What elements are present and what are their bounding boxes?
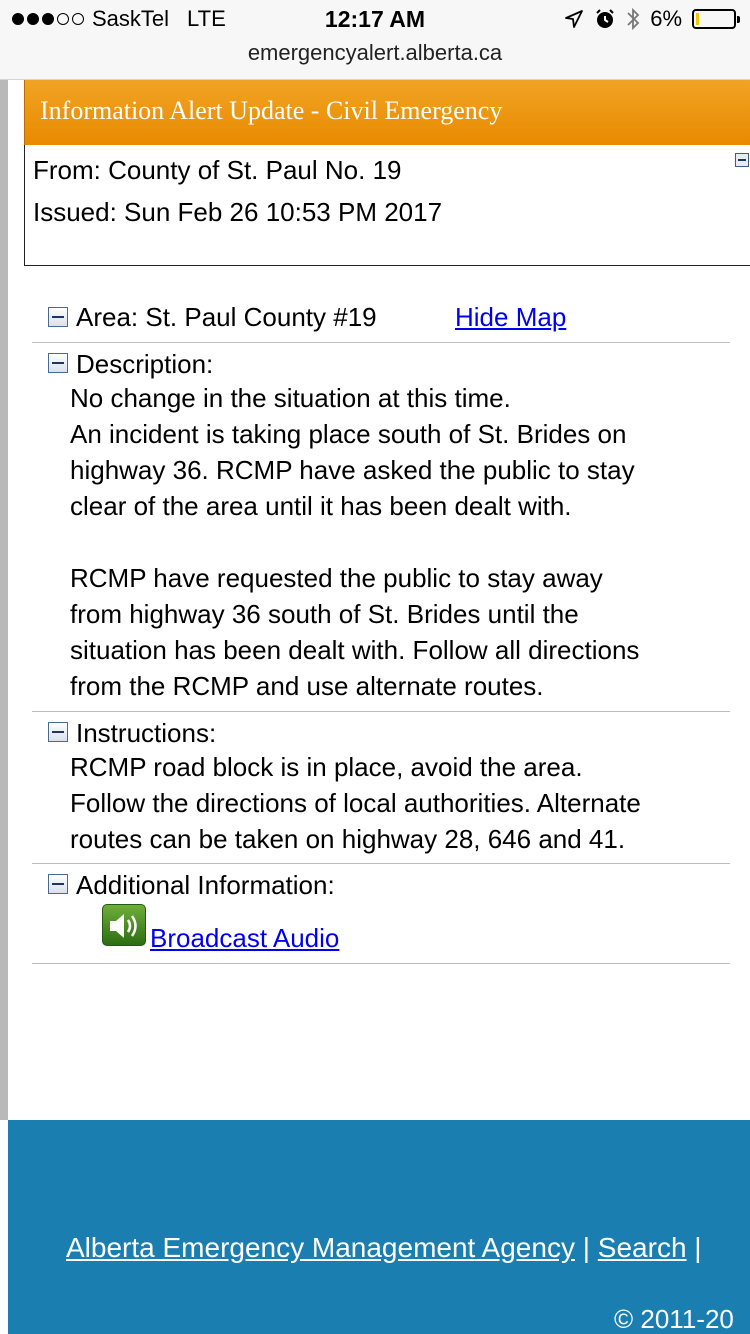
collapse-toggle-icon[interactable] (735, 153, 749, 167)
instructions-body (70, 749, 730, 857)
description-collapse-icon[interactable] (48, 353, 68, 373)
description-label: Description: (76, 349, 214, 379)
clock: 12:17 AM (324, 6, 426, 32)
instructions-collapse-icon[interactable] (48, 722, 68, 742)
battery-icon (692, 9, 736, 29)
area-section (32, 290, 730, 343)
additional-collapse-icon[interactable] (48, 874, 68, 894)
description-line: from highway 36 south of St. Brides until the (70, 599, 579, 629)
alert-from: From: County of St. Paul No. 19 (33, 155, 402, 185)
instructions-line: Follow the directions of local authorities. Alternate (70, 788, 641, 818)
description-line: An incident is taking place south of St. Brides on (70, 419, 627, 449)
footer (8, 1120, 750, 1334)
description-line: situation has been dealt with. Follow all directions (70, 635, 640, 665)
status-bar (0, 0, 750, 80)
alert-header (24, 80, 750, 145)
instructions-line: RCMP road block is in place, avoid the area. (70, 752, 583, 782)
alert-title: Information Alert Update - Civil Emergency (40, 96, 503, 125)
footer-links (66, 1232, 702, 1264)
alert-issued: Issued: Sun Feb 26 10:53 PM 2017 (33, 197, 443, 227)
description-line: from the RCMP and use alternate routes. (70, 671, 544, 701)
network-type: LTE (187, 6, 226, 31)
alarm-clock-icon (594, 8, 616, 30)
alert-meta-box (24, 145, 750, 266)
agency-link[interactable]: Alberta Emergency Management Agency (66, 1232, 575, 1263)
description-line: RCMP have requested the public to stay away (70, 563, 603, 593)
instructions-line: routes can be taken on highway 28, 646 and 41. (70, 824, 626, 854)
hide-map-link[interactable]: Hide Map (455, 302, 567, 332)
instructions-label: Instructions: (76, 718, 217, 748)
search-link[interactable]: Search (597, 1232, 687, 1263)
url-bar[interactable]: emergencyalert.alberta.ca (247, 40, 503, 65)
area-collapse-icon[interactable] (48, 307, 68, 327)
additional-info-section (32, 864, 730, 964)
description-line: highway 36. RCMP have asked the public to stay (70, 455, 635, 485)
description-line (70, 524, 730, 560)
area-label: Area: St. Paul County #19 (76, 302, 377, 332)
description-line: No change in the situation at this time. (70, 383, 511, 413)
location-arrow-icon (564, 9, 584, 29)
broadcast-audio-link[interactable] (150, 923, 339, 954)
instructions-section (32, 712, 730, 864)
battery-percent: 6% (650, 6, 682, 31)
description-body (70, 380, 730, 704)
speaker-icon[interactable] (102, 904, 146, 946)
bluetooth-icon (626, 7, 640, 31)
copyright: © 2011-20 (614, 1304, 734, 1334)
description-line: clear of the area until it has been dealt with. (70, 491, 572, 521)
description-section (32, 343, 730, 712)
carrier-name: SaskTel (92, 6, 170, 31)
page-left-border (0, 80, 8, 1120)
additional-info-label: Additional Information: (76, 870, 335, 900)
status-icons (564, 6, 736, 32)
broadcast-audio-label: Broadcast Audio (150, 923, 340, 953)
footer-separator: | (582, 1232, 591, 1263)
footer-separator: | (694, 1232, 702, 1263)
